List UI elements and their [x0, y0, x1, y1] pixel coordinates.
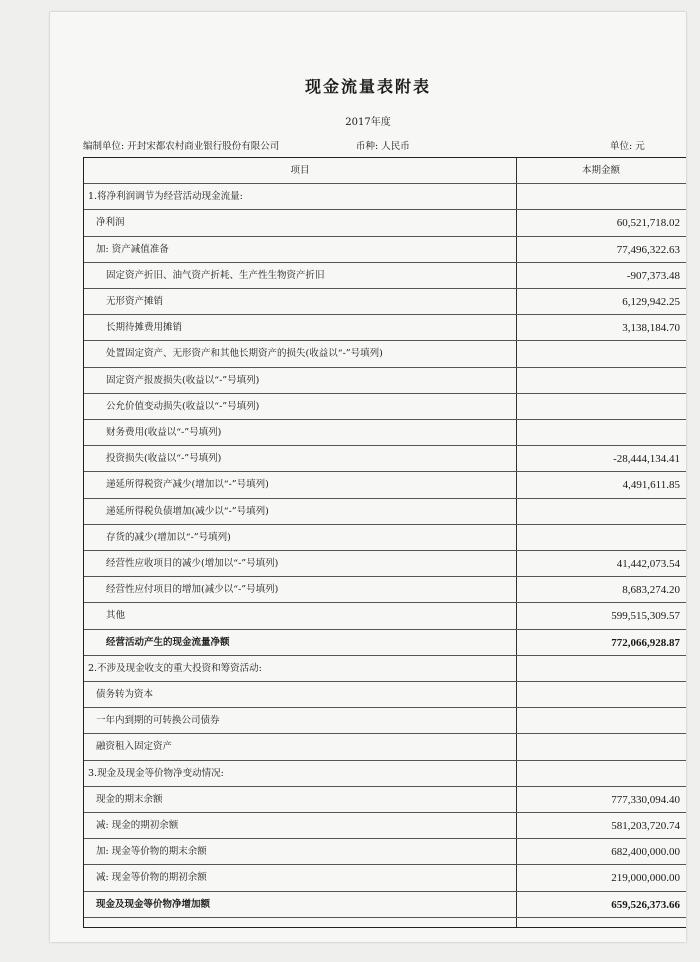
row-amount: -28,444,134.41 [613, 453, 680, 466]
row-label: 递延所得税负债增加(减少以“-”号填列) [106, 505, 269, 517]
table-row [84, 289, 686, 315]
row-label: 处置固定资产、无形资产和其他长期资产的损失(收益以“-”号填列) [106, 348, 383, 360]
table-row [84, 368, 686, 394]
document-page [50, 12, 686, 942]
row-label: 经营活动产生的现金流量净额 [106, 636, 230, 648]
table-row [84, 263, 686, 289]
row-label: 现金的期末余额 [96, 793, 163, 805]
table-row [84, 761, 686, 787]
row-label: 存货的减少(增加以“-”号填列) [106, 531, 231, 543]
table-row [84, 656, 686, 682]
header-amount: 本期金额 [581, 165, 620, 176]
row-label: 加: 资产减值准备 [96, 243, 169, 255]
table-row [84, 210, 686, 236]
currency-label: 币种: 人民币 [356, 141, 410, 152]
table-row [84, 630, 686, 656]
row-label: 债务转为资本 [96, 689, 154, 700]
row-amount: 41,442,073.54 [616, 558, 680, 570]
table-row [84, 525, 686, 551]
row-label: 财务费用(收益以“-”号填列) [106, 427, 222, 438]
row-label: 长期待摊费用摊销 [106, 322, 183, 334]
table-row [84, 394, 686, 420]
table-row [84, 839, 686, 865]
row-label: 经营性应收项目的减少(增加以“-”号填列) [106, 558, 279, 569]
table-row [84, 708, 686, 734]
table-row [84, 603, 686, 629]
table-row [84, 472, 686, 498]
row-label: 净利润 [96, 217, 125, 229]
row-label: 固定资产折旧、油气资产折耗、生产性生物资产折旧 [106, 269, 325, 281]
row-amount: 772,066,928.87 [611, 636, 680, 649]
row-amount: 8,683,274.20 [622, 584, 680, 597]
table-row [84, 315, 686, 341]
row-label: 2.不涉及现金收支的重大投资和筹资活动: [88, 662, 262, 674]
row-amount: 219,000,000.00 [611, 872, 680, 885]
row-amount: 659,526,373.66 [611, 898, 680, 911]
row-label: 减: 现金的期初余额 [96, 820, 179, 831]
table-row [84, 577, 686, 603]
table-row [84, 341, 686, 367]
row-amount: 6,129,942.25 [622, 296, 680, 308]
row-label: 递延所得税资产减少(增加以“-”号填列) [106, 479, 269, 491]
row-label: 现金及现金等价物净增加额 [96, 898, 211, 910]
row-amount: 4,491,611.85 [622, 479, 680, 492]
table-row [84, 787, 686, 813]
row-label: 1.将净利润调节为经营活动现金流量: [88, 191, 243, 203]
row-label: 固定资产报废损失(收益以“-”号填列) [106, 374, 260, 386]
row-label: 减: 现金等价物的期初余额 [96, 872, 207, 884]
row-amount: 599,515,309.57 [611, 610, 680, 623]
row-amount: 77,496,322.63 [616, 243, 680, 256]
row-label: 加: 现金等价物的期末余额 [96, 846, 207, 858]
cash-flow-table [83, 157, 686, 928]
compiler-unit: 编制单位: 开封宋都农村商业银行股份有限公司 [83, 141, 280, 152]
table-row [84, 682, 686, 708]
row-label: 经营性应付项目的增加(减少以“-”号填列) [106, 584, 279, 596]
row-label: 融资租入固定资产 [96, 741, 173, 753]
table-row [84, 865, 686, 891]
table-row [84, 184, 686, 210]
unit-label: 单位: 元 [610, 141, 645, 152]
table-header [84, 158, 686, 184]
table-row [84, 892, 686, 918]
row-label: 公允价值变动损失(收益以“-”号填列) [106, 400, 260, 412]
page-title: 现金流量表附表 [304, 77, 431, 96]
header-item: 项目 [290, 165, 310, 176]
row-label: 投资损失(收益以“-”号填列) [106, 453, 222, 465]
table-row [84, 734, 686, 760]
row-amount: 777,330,094.40 [611, 793, 680, 806]
row-amount: 581,203,720.74 [611, 820, 680, 832]
table-row [84, 499, 686, 525]
row-label: 其他 [106, 610, 126, 622]
table-row [84, 551, 686, 577]
row-amount: -907,373.48 [626, 269, 680, 282]
table-row [84, 237, 686, 263]
table-row [84, 420, 686, 446]
table-row [84, 446, 686, 472]
row-amount: 60,521,718.02 [616, 217, 680, 230]
row-amount: 682,400,000.00 [611, 846, 680, 859]
row-amount: 3,138,184.70 [622, 322, 680, 335]
row-label: 一年内到期的可转换公司债券 [96, 715, 220, 727]
row-label: 无形资产摊销 [106, 296, 164, 307]
row-label: 3.现金及现金等价物净变动情况: [88, 767, 224, 779]
table-row [84, 813, 686, 839]
report-year: 2017年度 [345, 117, 391, 128]
